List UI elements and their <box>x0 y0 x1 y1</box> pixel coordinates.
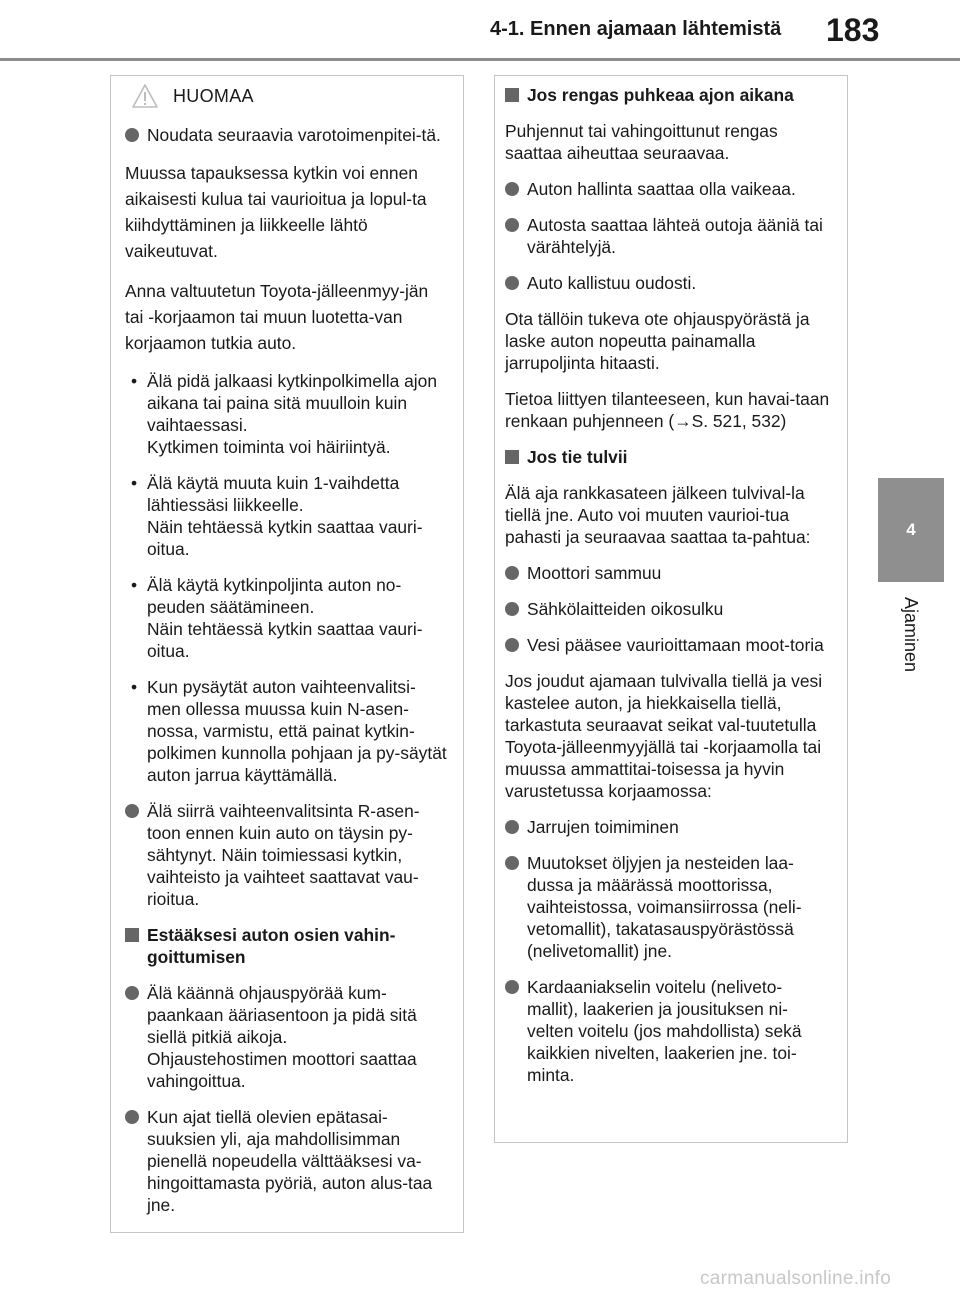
square-marker-icon <box>505 88 519 102</box>
list-item-text: Älä käännä ohjauspyörää kum-paankaan ääriasentoon ja pidä sitä siellä pitkiä aikoja. <box>147 983 417 1047</box>
list-item-text: Näin tehtäessä kytkin saattaa vauri-oitua. <box>147 619 423 661</box>
paragraph: Älä aja rankkasateen jälkeen tulvival-la tiellä jne. Auto voi muuten vaurioi-tua pahasti ja seuraavaa saattaa ta-pahtua: <box>505 483 811 547</box>
circle-bullet-icon <box>505 602 519 616</box>
warning-triangle-icon <box>131 83 159 109</box>
dot-bullet-icon: • <box>131 473 138 493</box>
list-item-text: Noudata seuraavia varotoimenpitei-tä. <box>147 125 441 145</box>
paragraph: Puhjennut tai vahingoittunut rengas saattaa aiheuttaa seuraavaa. <box>505 121 778 163</box>
list-item-text: Älä pidä jalkaasi kytkinpolkimella ajon aikana tai paina sitä muulloin kuin vaihtaessasi. <box>147 371 437 435</box>
chapter-number: 4 <box>906 520 916 539</box>
circle-bullet-icon <box>125 986 139 1000</box>
dot-bullet-icon: • <box>131 575 138 595</box>
circle-bullet-icon <box>505 980 519 994</box>
square-marker-icon <box>505 450 519 464</box>
list-item-text: Kytkimen toiminta voi häiriintyä. <box>147 437 391 457</box>
list-item-text: Älä käytä kytkinpoljinta auton no-peuden säätämineen. <box>147 575 402 617</box>
list-item <box>505 852 833 962</box>
paragraph: Ota tällöin tukeva ote ohjauspyörästä ja laske auton nopeutta painamalla jarrupoljinta hitaasti. <box>505 309 810 373</box>
square-marker-icon <box>125 928 139 942</box>
paragraph: Muussa tapauksessa kytkin voi ennen aikaisesti kulua tai vaurioitua ja lopul-ta kiihdyttäminen ja liikkeelle lähtö vaikeutuvat. <box>125 163 427 261</box>
circle-bullet-icon <box>125 128 139 142</box>
list-item <box>505 272 833 294</box>
list-item <box>125 800 449 910</box>
paragraph: Jos joudut ajamaan tulvivalla tiellä ja vesi kastelee auton, ja hiekkaisella tiellä, tarkastuta seuraavat seikat val-tuutetulla Toyota-jälleenmyyjällä tai -korjaamolla tai muussa ammattitai-toisessa ja hyvin varustetussa korjaamossa: <box>505 671 823 801</box>
subheading <box>125 924 449 968</box>
list-item-text: Vesi pääsee vaurioittamaan moot-toria <box>527 635 824 655</box>
list-item-text: Ohjaustehostimen moottori saattaa vahingoittua. <box>147 1049 417 1091</box>
paragraph: Tietoa liittyen tilanteeseen, kun havai-taan renkaan puhjenneen (→S. 521, 532) <box>505 389 830 431</box>
list-item <box>505 178 833 200</box>
circle-bullet-icon <box>505 856 519 870</box>
subheading-text: Jos rengas puhkeaa ajon aikana <box>527 85 794 105</box>
list-item-text: Autosta saattaa lähteä outoja ääniä tai värähtelyjä. <box>527 215 823 257</box>
subheading-text: Estääksesi auton osien vahin-goittumisen <box>147 925 396 967</box>
circle-bullet-icon <box>125 1110 139 1124</box>
circle-bullet-icon <box>505 638 519 652</box>
list-item <box>125 574 449 662</box>
list-item-text: Moottori sammuu <box>527 563 662 583</box>
dot-bullet-icon: • <box>131 371 138 391</box>
notice-title: HUOMAA <box>173 85 254 106</box>
subheading-text: Jos tie tulvii <box>527 447 628 467</box>
header-rule <box>0 58 960 61</box>
circle-bullet-icon <box>505 820 519 834</box>
circle-bullet-icon <box>125 804 139 818</box>
list-item-text: Älä käytä muuta kuin 1-vaihdetta lähtiessäsi liikkeelle. <box>147 473 400 515</box>
circle-bullet-icon <box>505 276 519 290</box>
paragraph: Anna valtuutetun Toyota-jälleenmyy-jän tai -korjaamon tai muun luotetta-van korjaamon tutkia auto. <box>125 281 429 353</box>
list-item <box>505 816 833 838</box>
list-item-text: Jarrujen toimiminen <box>527 817 679 837</box>
list-item-text: Sähkölaitteiden oikosulku <box>527 599 724 619</box>
subheading <box>505 84 833 106</box>
list-item <box>505 976 833 1086</box>
list-item <box>125 676 449 786</box>
subheading <box>505 446 833 468</box>
list-item <box>125 472 449 560</box>
page-number: 183 <box>826 12 880 48</box>
list-item <box>125 1106 449 1216</box>
list-item-text: Kun ajat tiellä olevien epätasai-suuksien yli, aja mahdollisimman pienellä nopeudella välttääksesi va-hingoittamasta pyöriä, auton alus-taa jne. <box>147 1107 433 1215</box>
section-title: 4-1. Ennen ajamaan lähtemistä <box>490 18 782 40</box>
list-item <box>505 562 833 584</box>
circle-bullet-icon <box>505 566 519 580</box>
info-content <box>505 76 833 1086</box>
list-item <box>125 124 449 146</box>
notice-content <box>125 124 449 1216</box>
list-item-text: Näin tehtäessä kytkin saattaa vauri-oitua. <box>147 517 423 559</box>
list-item-text: Älä siirrä vaihteenvalitsinta R-asen-toon ennen kuin auto on täysin py-sähtynyt. Näin toimiessasi kytkin, vaihteisto ja vaihteet saattavat vau-rioitua. <box>147 801 420 909</box>
circle-bullet-icon <box>505 182 519 196</box>
notice-box <box>110 75 464 1233</box>
list-item-text: Auton hallinta saattaa olla vaikeaa. <box>527 179 796 199</box>
list-item-text: Kardaaniakselin voitelu (neliveto-mallit), laakerien ja jousituksen ni-velten voitelu (jos mahdollista) sekä kaikkien nivelten, laakerien jne. toi-minta. <box>527 977 802 1085</box>
notice-header <box>125 76 449 116</box>
circle-bullet-icon <box>505 218 519 232</box>
list-item-text: Auto kallistuu oudosti. <box>527 273 697 293</box>
list-item-text: Muutokset öljyjen ja nesteiden laa-dussa ja määrässä moottorissa, vaihteistossa, voimansiirrossa (neli-vetomallit), takatasauspyörästössä (nelivetomallit) jne. <box>527 853 802 961</box>
watermark-link[interactable]: carmanualsonline.info <box>700 1268 892 1289</box>
list-item <box>505 214 833 258</box>
list-item <box>505 598 833 620</box>
chapter-label-wrap <box>880 586 942 682</box>
chapter-tab[interactable] <box>878 478 944 582</box>
chapter-label: Ajaminen <box>901 596 922 672</box>
dot-bullet-icon: • <box>131 677 138 697</box>
list-item <box>125 982 449 1092</box>
list-item <box>505 634 833 656</box>
list-item <box>125 370 449 458</box>
list-item-text: Kun pysäytät auton vaihteenvalitsi-men ollessa muussa kuin N-asen-nossa, varmistu, että painat kytkin-polkimen kunnolla pohjaan ja py-säytät auton jarrua käyttämällä. <box>147 677 447 785</box>
info-box <box>494 75 848 1143</box>
